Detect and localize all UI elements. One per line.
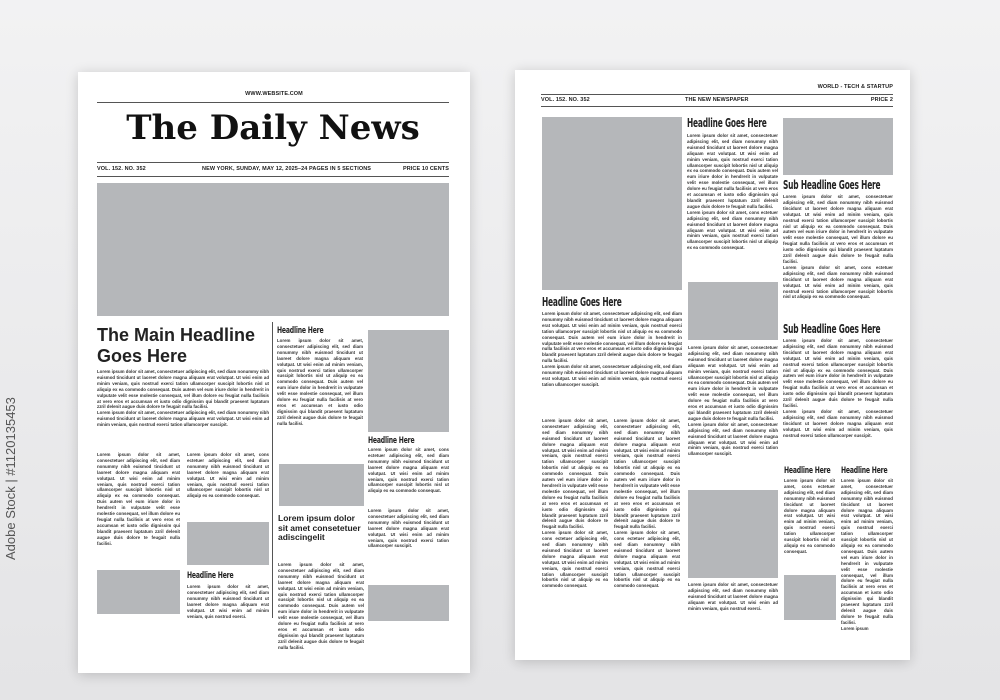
- article-text: Lorem ipsum dolor sit amet, consectetuer adipiscing elit, sed diam nonummy nibh euismod tincidunt ut laoreet dolore magna aliquam erat volutpat. Ut wisi enim ad minim veniam, quis nostrud exerci tation ullamcorper suscipit lobortis nisl ut aliquip ex ea commodo consequat. Duis autem vel eum iriure dolor in hendrerit in vulputate velit esse molestie consequat, vel illum dolore eu feugiat nulla facilisis at vero eros et accumsan et iusto odio dignissim qui blandit praesent luptatum zzril delenit augue duis dolore te feugait nulla facilisi. Lorem ipsum dolor sit amet, consectetuer adipiscing elit, sed diam nonummy nibh euismod tincidunt ut laoreet dolore magna aliquam erat volutpat. Ut wisi enim ad minim veniam, quis nostrud exerci tation ullamcorper suscipit.: [542, 311, 682, 387]
- front-page: [78, 72, 470, 673]
- price: PRICE 2: [870, 97, 893, 103]
- column-divider: [272, 322, 273, 618]
- image-placeholder: [542, 117, 682, 290]
- masthead: The Daily News: [126, 108, 420, 148]
- feature-headline: Lorem ipsum dolor sit amet consetetuer adiscingelit: [278, 513, 361, 542]
- article-text: Lorem ipsum dolor sit amet, consectetuer adipiscing elit, sed diam nonummy nibh euismod tincidunt ut laoreet dolore magna aliquam erat volutpat. Ut wisi enim ad minim veniam, quis nostrud exerci tation ullamcorper suscipit lobortis nisl ut aliquip ex ea commodo consequat. Duis autem vel eum iriure dolor in hendrerit in vulputate velit esse molestie consequat, vel illum dolore eu feugiat nulla facilisis at vero eros et accumsan et iusto odio dignissim qui blandit praesent luptatum zzril delenit augue duis dolore te feugait nulla facilisi.: [278, 562, 364, 650]
- article-text: Lorem ipsum dolor sit amet, consectetuer adipiscing elit, sed diam nonummy nibh euismod tincidunt ut laoreet dolore magna aliquam erat volutpat. Ut wisi enim ad minim veniam, quis nostrud exerci tation ullamcorper suscipit lobortis nisl ut aliquip ex ea commodo consequat. Duis autem vel eum iriure dolor in hendrerit in vulputate velit esse molestie consequat, vel illum dolore eu feugiat nulla facilisis at vero eros et accumsan et iusto odio dignissim qui blandit praesent luptatum zzril delenit augue duis dolore te feugait nulla facilisi. Lorem ipsum dolor sit amet, consectetuer adipiscing elit, sed diam nonummy nibh euismod tincidunt ut laoreet dolore magna aliquam erat volutpat. Ut wisi enim ad minim veniam, quis nostrud exerci tation ullamcorper suscipit.: [688, 345, 778, 457]
- image-placeholder: [688, 282, 778, 340]
- article-text: Lorem ipsum dolor sit amet, cons ectetuer adipiscing elit, sed diam nonummy nibh euismod tincidunt ut laoreet dolore magna aliquam erat volutpat. Ut wisi enim ad minim veniam, quis nostrud exerci tation ullamcorper suscipit lobortis nisl ut aliquip ex ea commodo consequat.: [368, 447, 449, 494]
- inside-page: [515, 70, 910, 660]
- image-placeholder: [784, 575, 836, 620]
- headline: Headline Here: [784, 466, 831, 476]
- article-text: Lorem ipsum dolor sit amet, consectetuer adipiscing elit, sed diam nonummy nibh euismod tincidunt ut laoreet dolore magna aliquam erat volutpat. Ut wisi enim ad minim veniam, quis nostrud exerci tation ullamcorper suscipit lobortis nisl ut aliquip ex ea commodo consequat. Duis autem vel eum iriure dolor in hendrerit in vulputate velit esse molestie consequat, vel illum dolore eu feugiat nulla facilisis at vero eros et accumsan et iusto odio dignissim qui blandit praesent luptatum zzril delenit augue duis dolore te feugait nulla facilisi.: [97, 452, 180, 546]
- headline: Headline Goes Here: [542, 295, 622, 309]
- article-text: Lorem ipsum dolor sit amet, consectetuer adipiscing elit, sed diam nonummy nibh euismod tincidunt ut laoreet dolore magna aliquam erat volutpat. Ut wisi enim ad minim veniam, quis nostrud exerci tation ullamcorper suscipit lobortis nisl ut aliquip ex ea commodo consequat. Duis autem vel eum iriure dolor in hendrerit in vulputate velit esse molestie consequat, vel illum dolore eu feugiat nulla facilisis at vero eros et accumsan et iusto odio dignissim qui blandit praesent luptatum zzril delenit augue duis dolore te feugait nulla facilisi. Lorem ipsum: [841, 478, 893, 631]
- image-placeholder: [97, 570, 180, 614]
- headline: Headline Here: [841, 466, 888, 476]
- article-text: Lorem ipsum dolor sit amet, consectetuer adipiscing elit, sed diam nonummy nibh euismod tincidunt ut laoreet dolore magna aliquam erat volutpat. Ut wisi enim ad minim veniam, quis nostrud exerci tation ullamcorper suscipit lobortis nisl ut aliquip ex ea commodo consequat. Duis autem vel eum iriure dolor in hendrerit in vulputate velit esse molestie consequat, vel illum dolore eu feugiat nulla facilisis at vero eros et accumsan et iusto odio dignissim qui blandit praesent luptatum zzril delenit augue duis dolore te feugait nulla facilisi. Lorem ipsum dolor sit amet, cons ectetuer adipiscing elit, sed diam nonummy nibh euismod tincidunt ut laoreet dolore magna aliquam erat volutpat. Ut wisi enim ad minim veniam, quis nostrud exerci tation ullamcorper suscipit lobortis nisl ut aliquip ex ea commodo consequat.: [542, 418, 608, 589]
- article-text: Lorem ipsum dolor sit amet, consectetuer adipiscing elit, sed diam nonummy nibh euismod tincidunt ut laoreet dolore magna aliquam erat volutpat. Ut wisi enim ad minim veniam, quis nostrud exerci tation ullamcorper suscipit lobortis nisl ut aliquip ex ea commodo consequat. Duis autem vel eum iriure dolor in hendrerit in vulputate velit esse molestie consequat, vel illum dolore eu feugiat nulla facilisis at vero eros et accumsan et iusto odio dignissim qui blandit praesent luptatum zzril delenit augue duis dolore te feugait nulla facilisi.: [277, 338, 363, 426]
- volume-number: VOL. 152. NO. 352: [97, 166, 146, 172]
- dateline: NEW YORK, SUNDAY, MAY 12, 2025–24 PAGES IN 5 SECTIONS: [202, 166, 372, 172]
- sub-headline: Sub Headline Goes Here: [783, 322, 881, 336]
- image-placeholder: [688, 490, 778, 578]
- image-placeholder: [368, 585, 449, 621]
- divider: [541, 94, 893, 95]
- watermark-id: Adobe Stock | #1120135453: [3, 397, 18, 560]
- divider: [97, 102, 449, 103]
- article-text: Lorem ipsum dolor sit amet, consectetuer adipiscing elit, sed diam nonummy nibh euismod tincidunt ut laoreet dolore magna aliquam erat volutpat. Ut wisi enim ad minim veniam, quis nostrud exerci tation ullamcorper suscipit lobortis nisl ut aliquip ex ea commodo consequat. Duis autem vel eum iriure dolor in hendrerit in vulputate velit esse molestie consequat, vel illum dolore eu feugiat nulla facilisis at vero eros et accumsan et iusto odio dignissim qui blandit praesent luptatum zzril delenit augue duis dolore te feugait nulla facilisi. Lorem ipsum dolor sit amet, consectetuer adipiscing elit, sed diam nonummy nibh euismod tincidunt ut laoreet dolore magna aliquam erat volutpat. Ut wisi enim ad minim veniam, quis nostrud exerci tation ullamcorper suscipit.: [783, 338, 893, 438]
- section-label: WORLD - TECH & STARTUP: [817, 84, 893, 90]
- article-text: Lorem ipsum dolor sit amet, consectetuer adipiscing elit, sed diam nonummy nibh euismod tincidunt ut laoreet dolore magna aliquam erat volutpat. Ut wisi enim ad minim veniam, quis nostrud exerci tation ullamcorper suscipit.: [368, 508, 449, 549]
- article-text: Lorem ipsum dolor sit amet, consectetuer adipiscing elit, sed diam nonummy nibh euismod tincidunt ut laoreet dolore magna aliquam erat volutpat. Ut wisi enim ad minim veniam, quis nostrud exerci tation ullamcorper suscipit lobortis nisl ut aliquip ex ea commodo consequat. Duis autem vel eum iriure dolor in hendrerit in vulputate velit esse molestie consequat, vel illum dolore eu feugiat nulla facilisis at vero eros et accumsan et iusto odio dignissim qui blandit praesent luptatum zzril delenit augue duis dolore te feugait nulla facilisi. Lorem ipsum dolor sit amet, cons ectetuer adipiscing elit, sed diam nonummy nibh euismod tincidunt ut laoreet dolore magna aliquam erat volutpat. Ut wisi enim ad minim veniam, quis nostrud exerci tation ullamcorper suscipit lobortis nisl ut aliquip ex ea commodo consequat.: [687, 133, 778, 251]
- image-placeholder: [279, 464, 364, 506]
- website-url: WWW.WEBSITE.COM: [245, 91, 303, 97]
- article-text: Lorem ipsum dolor sit amet, cons ectetuer adipiscing elit, sed diam nonummy nibh euismod tincidunt ut laoreet dolore magna aliquam erat volutpat. Ut wisi enim ad minim veniam, quis nostrud exerci tation ullamcorper suscipit lobortis nisl ut aliquip ex ea commodo consequat.: [187, 452, 269, 499]
- main-headline: The Main Headline Goes Here: [97, 325, 256, 366]
- image-placeholder: [368, 330, 449, 432]
- divider: [541, 106, 893, 107]
- main-image-placeholder: [97, 183, 449, 316]
- headline: Headline Goes Here: [687, 116, 767, 130]
- main-article-text: Lorem ipsum dolor sit amet, consectetuer adipiscing elit, sed diam nonummy nibh euismod tincidunt ut laoreet dolore magna aliquam erat volutpat. Ut wisi enim ad minim veniam, quis nostrud exerci tation ullamcorper suscipit lobortis nisl ut aliquip ex ea commodo consequat. Duis autem vel eum iriure dolor in hendrerit in vulputate velit esse molestie consequat, vel illum dolore eu feugiat nulla facilisis at vero eros et accumsan et iusto odio dignissim qui blandit praesent luptatum zzril delenit augue duis dolore te feugait nulla facilisi. Lorem ipsum dolor sit amet, consectetuer adipiscing elit, sed diam nonummy nibh euismod tincidunt ut laoreet dolore magna aliquam erat volutpat. Ut wisi enim ad minim veniam, quis nostrud exerci tation ullamcorper suscipit.: [97, 369, 269, 428]
- headline: Headline Here: [277, 326, 324, 336]
- article-text: Lorem ipsum dolor sit amet, consectetuer adipiscing elit, sed diam nonummy nibh euismod tincidunt ut laoreet dolore magna aliquam erat volutpat. Ut wisi enim ad minim veniam, quis nostrud exerci.: [187, 584, 269, 619]
- article-text: Lorem ipsum dolor sit amet, consectetuer adipiscing elit, sed diam nonummy nibh euismod tincidunt ut laoreet dolore magna aliquam erat volutpat. Ut wisi enim ad minim veniam, quis nostrud exerci.: [688, 582, 778, 611]
- headline: Headline Here: [187, 571, 234, 581]
- article-text: Lorem ipsum dolor sit amet, consectetuer adipiscing elit, sed diam nonummy nibh euismod tincidunt ut laoreet dolore magna aliquam erat volutpat. Ut wisi enim ad minim veniam, quis nostrud exerci tation ullamcorper suscipit lobortis nisl ut aliquip ex ea commodo consequat. Duis autem vel eum iriure dolor in hendrerit in vulputate velit esse molestie consequat, vel illum dolore eu feugiat nulla facilisis at vero eros et accumsan et iusto odio dignissim qui blandit praesent luptatum zzril delenit augue duis dolore te feugait nulla facilisi. Lorem ipsum dolor sit amet, cons ectetuer adipiscing elit, sed diam nonummy nibh euismod tincidunt ut laoreet dolore magna aliquam erat volutpat. Ut wisi enim ad minim veniam, quis nostrud exerci tation ullamcorper suscipit lobortis nisl ut aliquip ex ea commodo consequat.: [783, 194, 893, 300]
- divider: [97, 162, 449, 163]
- price: PRICE 10 CENTS: [402, 166, 449, 172]
- image-placeholder: [187, 522, 269, 565]
- divider: [97, 176, 449, 177]
- article-text: Lorem ipsum dolor sit amet, consectetuer adipiscing elit, sed diam nonummy nibh euismod tincidunt ut laoreet dolore magna aliquam erat volutpat. Ut wisi enim ad minim veniam, quis nostrud exerci tation ullamcorper suscipit lobortis nisl ut aliquip ex ea commodo consequat. Duis autem vel eum iriure dolor in hendrerit in vulputate velit esse molestie consequat, vel illum dolore eu feugiat nulla facilisis at vero eros et accumsan et iusto odio dignissim qui blandit praesent luptatum zzril delenit augue duis dolore te feugait nulla facilisi. Lorem ipsum dolor sit amet, cons ectetuer adipiscing elit, sed diam nonummy nibh euismod tincidunt ut laoreet dolore magna aliquam erat volutpat. Ut wisi enim ad minim veniam, quis nostrud exerci tation ullamcorper suscipit lobortis nisl ut aliquip ex ea commodo consequat.: [614, 418, 680, 589]
- image-placeholder: [783, 118, 893, 175]
- sub-headline: Sub Headline Goes Here: [783, 178, 881, 192]
- volume-number: VOL. 152. NO. 352: [541, 97, 590, 103]
- article-text: Lorem ipsum dolor sit amet, cons ectetuer adipiscing elit, sed diam nonummy nibh euismod tincidunt ut laoreet dolore magna aliquam erat volutpat. Ut wisi enim ad minim veniam, quis nostrud exerci tation ullamcorper suscipit lobortis nisl ut aliquip ex ea commodo consequat.: [784, 478, 835, 554]
- paper-name: THE NEW NEWSPAPER: [685, 97, 749, 103]
- headline: Headline Here: [368, 436, 415, 446]
